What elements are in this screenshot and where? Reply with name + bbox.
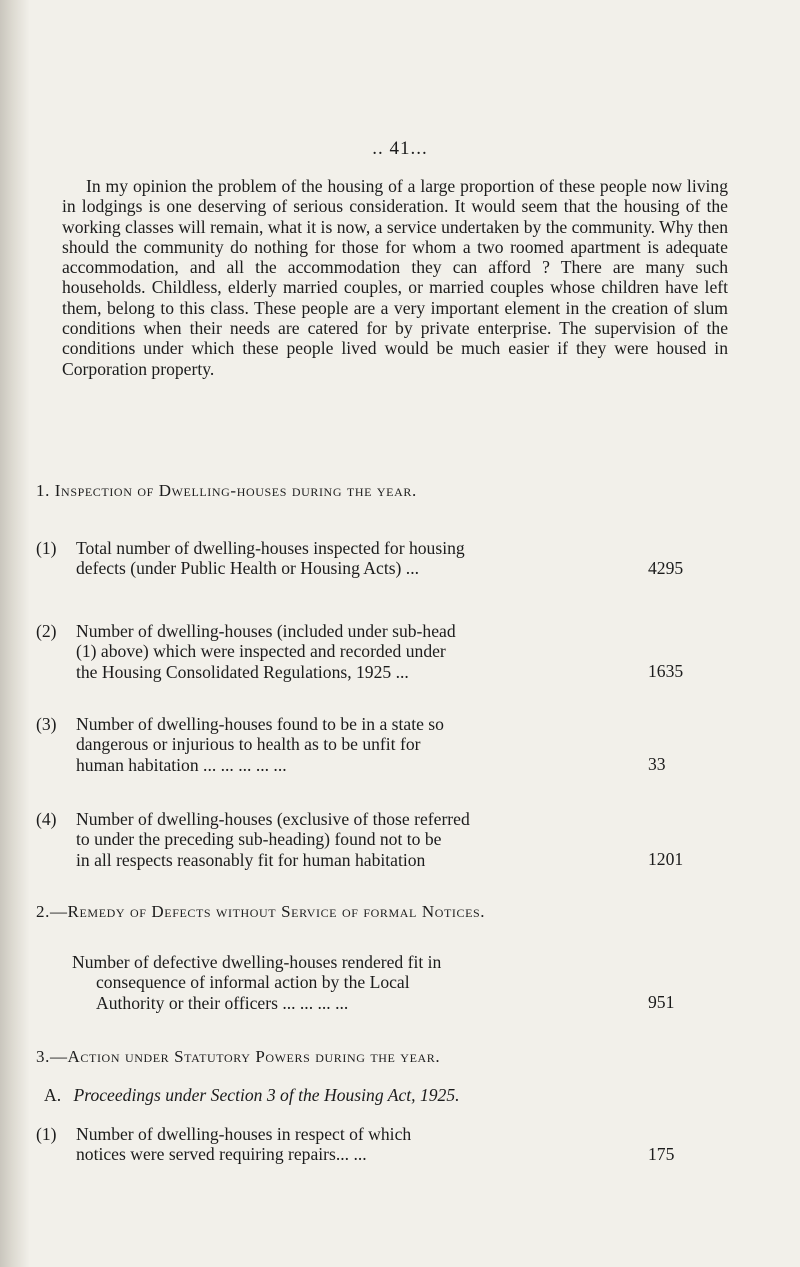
item-value: 33 [648, 754, 666, 774]
item-line: defects (under Public Health or Housing Acts) ... [76, 558, 420, 579]
item-value: 175 [648, 1144, 675, 1164]
item-line: Number of dwelling-houses (exclusive of those referred [76, 809, 470, 829]
item-line: Total number of dwelling-houses inspected for housing [76, 538, 465, 558]
item-value: 1635 [648, 661, 684, 681]
intro-paragraph: In my opinion the problem of the housing of a large proportion of these people now living in lodgings is one deserving of serious consideration. It would seem that the housing of the working classes will remain, what it is now, a service undertaken by the community. Why then should the community do nothing for those for whom a two roomed apartment is adequate accommodation, and all the accommodation they can afford ? There are many such households. Childless, elderly married couples, or married couples whose children have left them, belong to this class. These people are a very important element in the creation of slum conditions when their needs are catered for by private enterprise. The supervision of the conditions under which these people lived would be much easier if they were housed in Corporation property. [62, 176, 728, 379]
item-line: Number of dwelling-houses (included under sub-head [76, 621, 456, 641]
item-value: 4295 [648, 558, 684, 578]
section-3-subhead [44, 1085, 460, 1106]
item-text [76, 714, 638, 775]
section-2-heading: 2.—Remedy of Defects without Service of formal Notices. [36, 902, 486, 921]
item-number: (1) [36, 1124, 57, 1144]
item-line: the Housing Consolidated Regulations, 1925 ... [76, 661, 409, 682]
item-line: to under the preceding sub-heading) found not to be [76, 829, 442, 850]
subhead-letter: A. [44, 1085, 62, 1105]
page-edge-shadow [0, 0, 30, 1267]
item-number: (3) [36, 714, 57, 734]
item-number: (2) [36, 621, 57, 641]
item-text [76, 809, 638, 870]
item-number: (4) [36, 809, 57, 829]
item-value: 951 [648, 992, 675, 1012]
subhead-title: Proceedings under Section 3 of the Housing Act, 1925. [73, 1085, 460, 1105]
item-line: human habitation ... ... ... ... ... [76, 754, 287, 775]
item-line: notices were served requiring repairs... ... [76, 1144, 367, 1165]
page-number: .. 41... [372, 138, 428, 159]
item-text [76, 1124, 638, 1165]
item-line: Authority or their officers ... ... ... ... [96, 992, 349, 1013]
item-line: dangerous or injurious to health as to be unfit for [76, 734, 421, 755]
item-line: consequence of informal action by the Local [96, 972, 410, 993]
section-1-heading: 1. Inspection of Dwelling-houses during the year. [36, 481, 417, 500]
item-text [76, 538, 638, 579]
item-line: Number of defective dwelling-houses rendered fit in [72, 952, 442, 972]
item-text [76, 621, 638, 682]
item-number: (1) [36, 538, 57, 558]
item-line: Number of dwelling-houses in respect of which [76, 1124, 412, 1144]
item-line: (1) above) which were inspected and recorded under [76, 641, 446, 662]
section-3-heading: 3.—Action under Statutory Powers during the year. [36, 1047, 441, 1066]
item-value: 1201 [648, 849, 684, 869]
item-text [72, 952, 624, 1013]
item-line: in all respects reasonably fit for human habitation [76, 849, 426, 870]
item-line: Number of dwelling-houses found to be in a state so [76, 714, 444, 734]
